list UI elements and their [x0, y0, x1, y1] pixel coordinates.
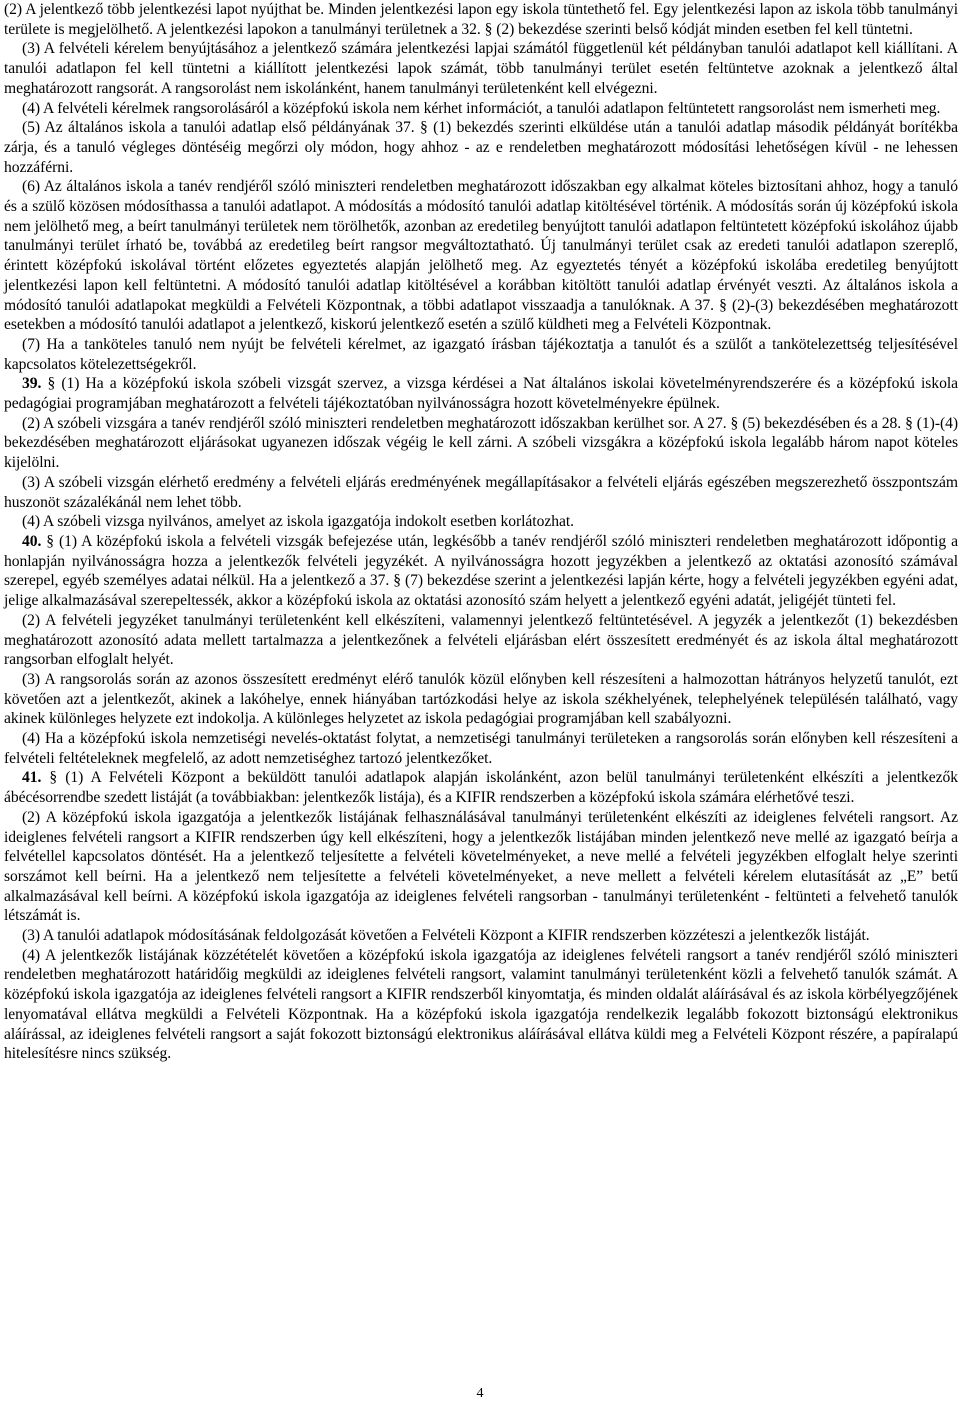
text-line: § (1) Ha a középfokú iskola szóbeli vizsgát szervez, a vizsga kérdései a Nat általános iskolai követelményrendszerére és a: [41, 375, 844, 393]
paragraph: [4, 808, 958, 926]
text-line: feltüntetve azoknak a jelentkező által meghatározott rangsorát. A rangsorolást nem iskolánként, hanem tanulmányi területenként: [4, 60, 958, 97]
text-line: középfokú iskola pedagógiai programjában meghatározott a felvételi tájékoztatóban nyilvánosságra hozott követelményekre: [4, 375, 958, 413]
text-line: (2) A középfokú iskola igazgatója a jelentkezők listájának felhasználásával tanulmányi területenként elkészíti az ideiglenes: [22, 808, 817, 826]
text-line: rangsorolást nem ismerheti meg.: [738, 99, 941, 117]
section-number: 40.: [22, 532, 42, 550]
text-line: helyzetű tanulót, ezt követően azt a jelentkezőt, akinek a lakóhelye, ennek hiányában tartózkodási helye az iskola székhelyének,: [4, 670, 958, 708]
text-line: adatlapot kell kiállítani. A tanulói adatlapon fel kell tüntetni a kiállított jelentkezési lapok számát, több tanulmányi terület esetén: [4, 40, 959, 78]
text-line: (7) Ha a tanköteles tanuló nem nyújt be felvételi kérelmet, az igazgató írásban tájékoztatja a tanulót és a szülőt a: [22, 335, 766, 353]
text-line: az iskola több tanulmányi területe is megjelölhető. A jelentkezési lapokon a tanulmányi területnek a 32. § (2) bekezdése szerinti: [4, 1, 958, 38]
text-line: példányát borítékba zárja, és a tanuló végleges döntéséig megőrzi oly módon, hogy ahhoz - az e rendeletben meghatározott: [4, 119, 958, 156]
text-line: (3) A tanulói adatlapok módosításának feldolgozását követően a Felvételi Központ a KIFIR rendszerben közzéteszi a: [22, 927, 746, 945]
text-line: (4) A felvételi kérelmek rangsorolásáról a középfokú iskola nem kérhet információt, a tanulói adatlapon feltüntetett: [22, 99, 735, 117]
text-line: előnyben kell részesíteni a felvételi feltételeknek megfelelő, az adott nemzetiséghez tartozó jelentkezőket.: [4, 730, 958, 767]
text-line: vizsgákra a középfokú iskola legalább három napot köteles kijelölni.: [4, 434, 958, 472]
text-line: területenként közli a felvehető tanulók számát. A középfokú iskola igazgatója az ideiglenes felvételi rangsort a KIFIR rendszerből: [4, 966, 958, 1004]
text-line: módosítási lehetőségen kívül - ne lehessen hozzáférni.: [4, 138, 958, 176]
text-line: (2) A felvételi jegyzéket tanulmányi területenként kell elkészíteni, valamennyi jelentkező feltüntetésével. A jegyzék a: [22, 611, 776, 629]
text-line: hitelesítésre nincs szükség.: [4, 1045, 172, 1063]
paragraph: [4, 335, 958, 374]
text-line: rangsort a saját fokozott biztonságú elektronikus aláírásával ellátva küldi meg a Felvételi Központ részére, a papíralapú: [210, 1025, 958, 1043]
text-line: eredetileg benyújtott tanulói adatlapon feltüntetett középfokú iskolához újabb tanulmányi terület írható be, továbbá az eredetileg: [4, 217, 958, 255]
text-line: ahhoz, hogy a tanuló és a szülő közösen módosíthassa a tanulói adatlapot. A módosítás a módosító tanulói adatlap kitöltésével: [4, 178, 958, 216]
text-line: (2) A szóbeli vizsgára a tanév rendjéről szóló miniszteri rendeletben meghatározott időszakban kerülhet sor. A 27. § (5): [22, 414, 761, 432]
text-line: a neve mellé a felvételi jegyzékben elfoglalt helye szerinti sorszámot kell beírni. Ha a jelentkező nem teljesítette a felvételi: [4, 848, 958, 885]
text-line: bekezdésében és a 28. § (1)-(4) bekezdésében meghatározott eljárásokat ugyanezen időszak végéig le kell zárni. A szóbeli: [4, 414, 958, 452]
text-line: tankötelezettség teljesítésével kapcsolatos kötelezettségekről.: [4, 335, 958, 373]
paragraph: [4, 374, 958, 413]
text-line: jelentkezők ábécésorrendbe szedett listáját (a továbbiakban: jelentkezők listája), és a KIFIR rendszerben a középfokú iskola: [4, 769, 958, 807]
text-line: iskola a módosító tanulói adatlapokat megküldi a Felvételi Központnak, a többi adatlapot visszaadja a tanulóknak. A 37. § (2)-(3): [4, 276, 958, 314]
paragraph: [4, 39, 958, 98]
text-line: megszerezhető összpontszám huszonöt százalékánál nem lehet több.: [4, 473, 959, 511]
paragraph: [4, 414, 958, 473]
text-line: kinyomtatja, és minden oldalát aláírásával és az iskola körbélyegzőjének lenyomatával ellátva megküldi a Felvételi Központnak.: [4, 986, 958, 1023]
text-line: telephelyének településén található, vagy akinek különleges helyzete ezt indokolja. A különleges helyzetet az iskola pedagógiai: [4, 690, 959, 728]
text-line: számára elérhetővé teszi.: [699, 789, 855, 807]
paragraph: [4, 611, 958, 670]
text-line: (5) Az általános iskola a tanulói adatlap első példányának 37. § (1) bekezdés szerinti elküldése után a tanulói adatlap második: [22, 119, 829, 137]
paragraph: [4, 473, 958, 512]
paragraph: [4, 946, 958, 1064]
paragraph: [4, 532, 958, 611]
text-line: lapon kell feltüntetni. A módosító tanulói adatlap kitöltésével a korábban kitöltött tanulói adatlap érvényét veszti. Az általános: [83, 276, 902, 294]
text-line: (4) Ha a középfokú iskola nemzetiségi nevelés-oktatást folytat, a nemzetiségi tanulmányi területeken a rangsorolás során: [22, 730, 786, 748]
section-number: 39.: [22, 375, 42, 393]
page-number: 4: [476, 1386, 484, 1401]
text-line: igazgatója az ideiglenes felvételi rangsorban - tanulmányi területenként - feltünteti a felvehető tanulók létszámát is.: [4, 887, 958, 925]
paragraph: [4, 729, 958, 768]
text-line: felvételi rangsort. Az ideiglenes felvételi rangsort a KIFIR rendszerben úgy kell elkészíteni, hogy a jelentkezők listájában minden: [4, 808, 958, 846]
paragraph: [4, 512, 958, 532]
text-line: bekezdésében meghatározott esetekben a módosító tanulói adatlapot a jelentkező, kiskorú jelentkező esetén a szülő küldheti meg a: [4, 296, 958, 334]
text-line: (4) A szóbeli vizsga nyilvános, amelyet az iskola igazgatója indokolt esetben korlátozhat.: [22, 513, 574, 531]
text-line: (4) A jelentkezők listájának közzétételét követően a középfokú iskola igazgatója az ideiglenes felvételi rangsort a tanév: [22, 946, 790, 964]
text-line: kell elvégezni.: [567, 79, 658, 97]
text-line: programjában kell szabályozni.: [537, 710, 732, 728]
text-line: történik. A módosítás során új középfokú iskola nem jelölhető meg, a beírt tanulmányi területek nem törölhetők, azonban az: [4, 198, 958, 235]
text-line: Felvételi Központnak.: [633, 316, 772, 334]
text-line: meghatározott időpontig a honlapján nyilvánosságra hozza a jelentkezők felvételi jegyzékét. A nyilvánosságra hozott jegyzékben: [4, 532, 958, 570]
text-line: Ha a középfokú iskola igazgatója rendelkezik legalább fokozott biztonságú elektronikus aláírással, az ideiglenes felvételi: [4, 1005, 958, 1043]
text-line: jelentkező neve mellé az igazgató beírja a felvétellel kapcsolatos döntését. Ha a jelentkező teljesítette a felvételi követelményeket,: [4, 828, 958, 866]
text-line: iskola az oktatási azonosító szám helyett a jelentkező egyéni adatát, jeligéjét tünteti fel.: [355, 592, 896, 610]
text-line: belső kódját minden esetben fel kell tüntetni.: [634, 20, 913, 38]
paragraph: [4, 0, 958, 39]
text-line: jelentkezők listáját.: [749, 927, 870, 945]
text-line: jelentkezőt (1) bekezdésben meghatározott azonosító adata mellett tartalmazza a jelentkezőnek a felvételi eljárásban elért: [4, 611, 958, 649]
text-line: beírt rangsor megváltoztatható. Új tanulmányi terület csak az eredeti tanulói adatlapon szereplő, érintett középfokú iskolával: [4, 237, 958, 275]
text-line: követelményeket, a neve mellett a felvételi kérelem elutasítását az „E” betű alkalmazásával kell beírni. A középfokú iskola: [4, 867, 958, 905]
text-line: történt előzetes egyeztetés alapján jelölhető meg. Az egyeztetés tényét a középfokú iskolába eredetileg benyújtott jelentkezési: [4, 257, 958, 294]
text-line: (3) A szóbeli vizsgán elérhető eredmény a felvételi eljárás eredményének megállapításakor a felvételi eljárás egészében: [22, 473, 771, 491]
text-line: (2) A jelentkező több jelentkezési lapot nyújthat be. Minden jelentkezési lapon egy iskola tüntethető fel. Egy jelentkezési lapon: [4, 1, 794, 18]
section-number: 41.: [22, 769, 42, 787]
paragraph: [4, 118, 958, 177]
text-line: (6) Az általános iskola a tanév rendjéről szóló miniszteri rendeletben meghatározott időszakban egy alkalmat köteles biztosítani: [22, 178, 823, 196]
text-line: épülnek.: [666, 395, 720, 413]
paragraph: [4, 926, 958, 946]
text-line: a jelentkező az oktatási azonosító számával szerepel, egyéb személyes adatai nélkül. Ha a jelentkező a 37. § (7) bekezdése szerint: [4, 552, 958, 590]
text-line: (3) A felvételi kérelem benyújtásához a jelentkező számára jelentkezési lapjai számától függetlenül két példányban tanulói: [22, 40, 791, 58]
text-line: § (1) A Felvételi Központ a beküldött tanulói adatlapok alapján iskolánként, azon belül tanulmányi területenként elkészíti a: [41, 769, 879, 787]
text-line: § (1) A középfokú iskola a felvételi vizsgák befejezése után, legkésőbb a tanév rendjéről szóló miniszteri rendeletben: [41, 532, 789, 550]
text-line: a jelentkezési lapján kérte, hogy a felvételi jegyzékben egyéni adat, jelige alkalmazásával szerepeltessék, akkor a középfokú: [4, 572, 958, 610]
paragraph: [4, 177, 958, 335]
text-line: összesített eredményét és az iskola által meghatározott rangsorban elfoglalt helyét.: [4, 631, 958, 669]
paragraph: [4, 99, 958, 119]
text-line: rendjéről szóló miniszteri rendeletben meghatározott határidőig megküldi az ideiglenes felvételi rangsort, valamint tanulmányi: [4, 946, 958, 984]
document-body: [4, 0, 958, 1064]
paragraph: [4, 768, 958, 807]
paragraph: [4, 670, 958, 729]
text-line: (3) A rangsorolás során az azonos összesített eredményt elérő tanulók közül előnyben kell részesíteni a halmozottan hátrányos: [22, 670, 825, 688]
